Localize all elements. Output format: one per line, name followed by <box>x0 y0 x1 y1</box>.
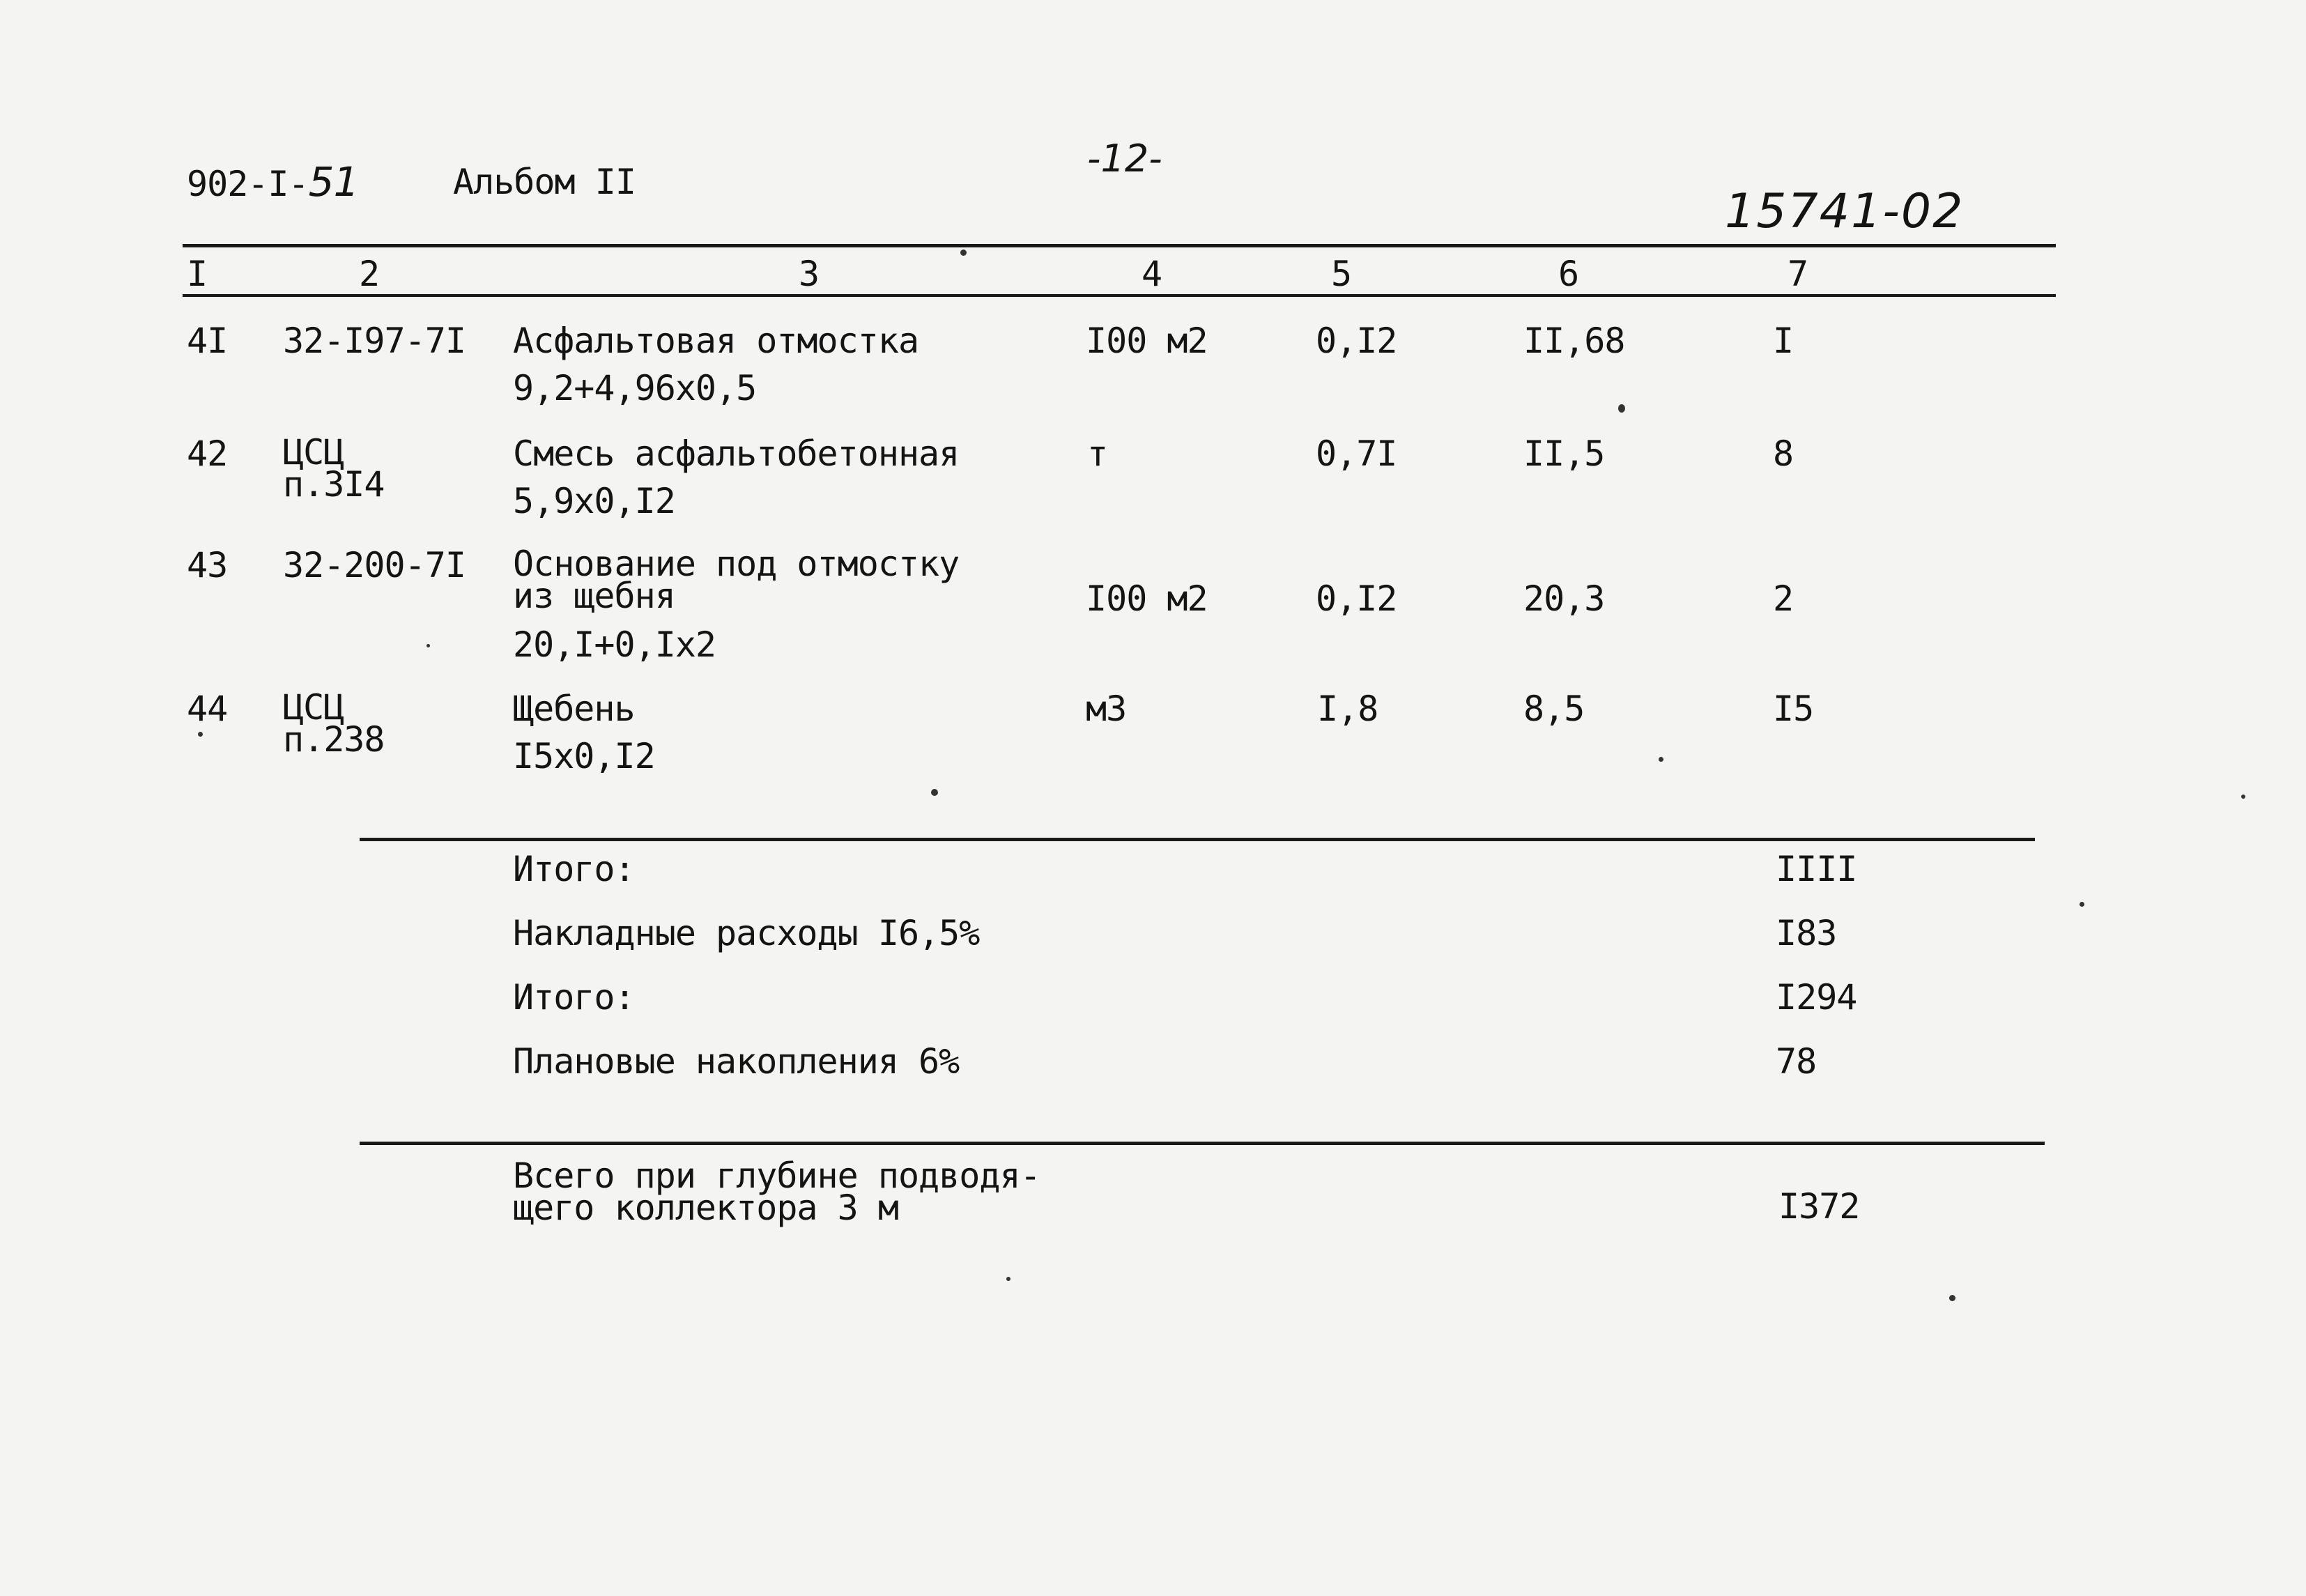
scan-speck <box>2241 795 2245 799</box>
row-name: Щебень <box>513 689 635 729</box>
summary-value: I83 <box>1776 913 1837 953</box>
scan-speck <box>2080 902 2084 907</box>
row-name: Смесь асфальтобетонная <box>513 433 960 474</box>
row-price: II,5 <box>1523 433 1605 474</box>
scan-speck <box>960 250 967 256</box>
row-unit: м3 <box>1086 689 1127 729</box>
scan-speck <box>931 789 938 796</box>
total-rule <box>360 1142 2045 1145</box>
column-header-1: I <box>187 254 208 294</box>
document-code-prefix: 902-I- <box>187 164 309 204</box>
row-cost: 2 <box>1773 578 1794 619</box>
row-calc: 20,I+0,Ix2 <box>513 624 716 665</box>
total-value: I372 <box>1778 1186 1860 1227</box>
row-price: 8,5 <box>1523 689 1585 729</box>
row-price: II,68 <box>1523 321 1625 361</box>
scan-speck <box>426 644 430 647</box>
summary-value: IIII <box>1776 849 1857 889</box>
summary-value: 78 <box>1776 1041 1817 1082</box>
document-code <box>187 158 359 206</box>
row-code: ЦСЦ п.3I4 <box>283 432 385 505</box>
row-code: ЦСЦ п.238 <box>283 687 385 760</box>
scan-speck <box>1618 404 1625 413</box>
summary-value: I294 <box>1776 977 1857 1018</box>
row-code: 32-200-7I <box>283 545 466 585</box>
column-header-2: 2 <box>359 254 380 294</box>
row-price: 20,3 <box>1523 578 1605 619</box>
inventory-number: 15741-02 <box>1725 184 1965 239</box>
album-label: Альбом II <box>453 162 636 202</box>
row-cost: I <box>1773 321 1794 361</box>
scan-speck <box>1006 1277 1010 1281</box>
summary-label: Накладные расходы I6,5% <box>513 913 980 953</box>
row-code: 32-I97-7I <box>283 321 466 361</box>
row-number: 44 <box>187 689 228 729</box>
row-calc: 5,9x0,I2 <box>513 481 675 521</box>
row-unit: I00 м2 <box>1086 578 1208 619</box>
scan-speck <box>1949 1295 1955 1301</box>
row-name: Основание под отмостку из щебня <box>513 544 960 616</box>
scan-speck <box>198 732 203 737</box>
row-cost: I5 <box>1773 689 1814 729</box>
summary-label: Итого: <box>513 849 635 889</box>
column-header-7: 7 <box>1788 254 1808 294</box>
row-calc: I5x0,I2 <box>513 736 655 776</box>
row-cost: 8 <box>1773 433 1794 474</box>
row-quantity: 0,7I <box>1316 433 1397 474</box>
summary-label: Итого: <box>513 977 635 1018</box>
row-calc: 9,2+4,96x0,5 <box>513 368 757 408</box>
row-number: 42 <box>187 433 228 474</box>
row-quantity: 0,I2 <box>1316 578 1397 619</box>
total-label: Всего при глубине подводя- щего коллектора 3 м <box>513 1156 1040 1228</box>
row-name: Асфальтовая отмостка <box>513 321 919 361</box>
row-number: 4I <box>187 321 228 361</box>
page-number: -12- <box>1087 137 1162 181</box>
column-header-6: 6 <box>1558 254 1579 294</box>
column-header-3: 3 <box>799 254 820 294</box>
table-top-rule <box>183 244 2056 247</box>
row-quantity: I,8 <box>1317 689 1378 729</box>
row-unit: I00 м2 <box>1086 321 1208 361</box>
row-number: 43 <box>187 545 228 585</box>
summary-label: Плановые накопления 6% <box>513 1041 960 1082</box>
row-quantity: 0,I2 <box>1316 321 1397 361</box>
summary-rule <box>360 838 2035 841</box>
column-header-4: 4 <box>1142 254 1162 294</box>
table-header-rule <box>183 294 2056 297</box>
scan-speck <box>1659 757 1663 762</box>
row-unit: т <box>1087 433 1108 474</box>
column-header-5: 5 <box>1331 254 1352 294</box>
document-code-handwritten: 51 <box>308 158 359 206</box>
